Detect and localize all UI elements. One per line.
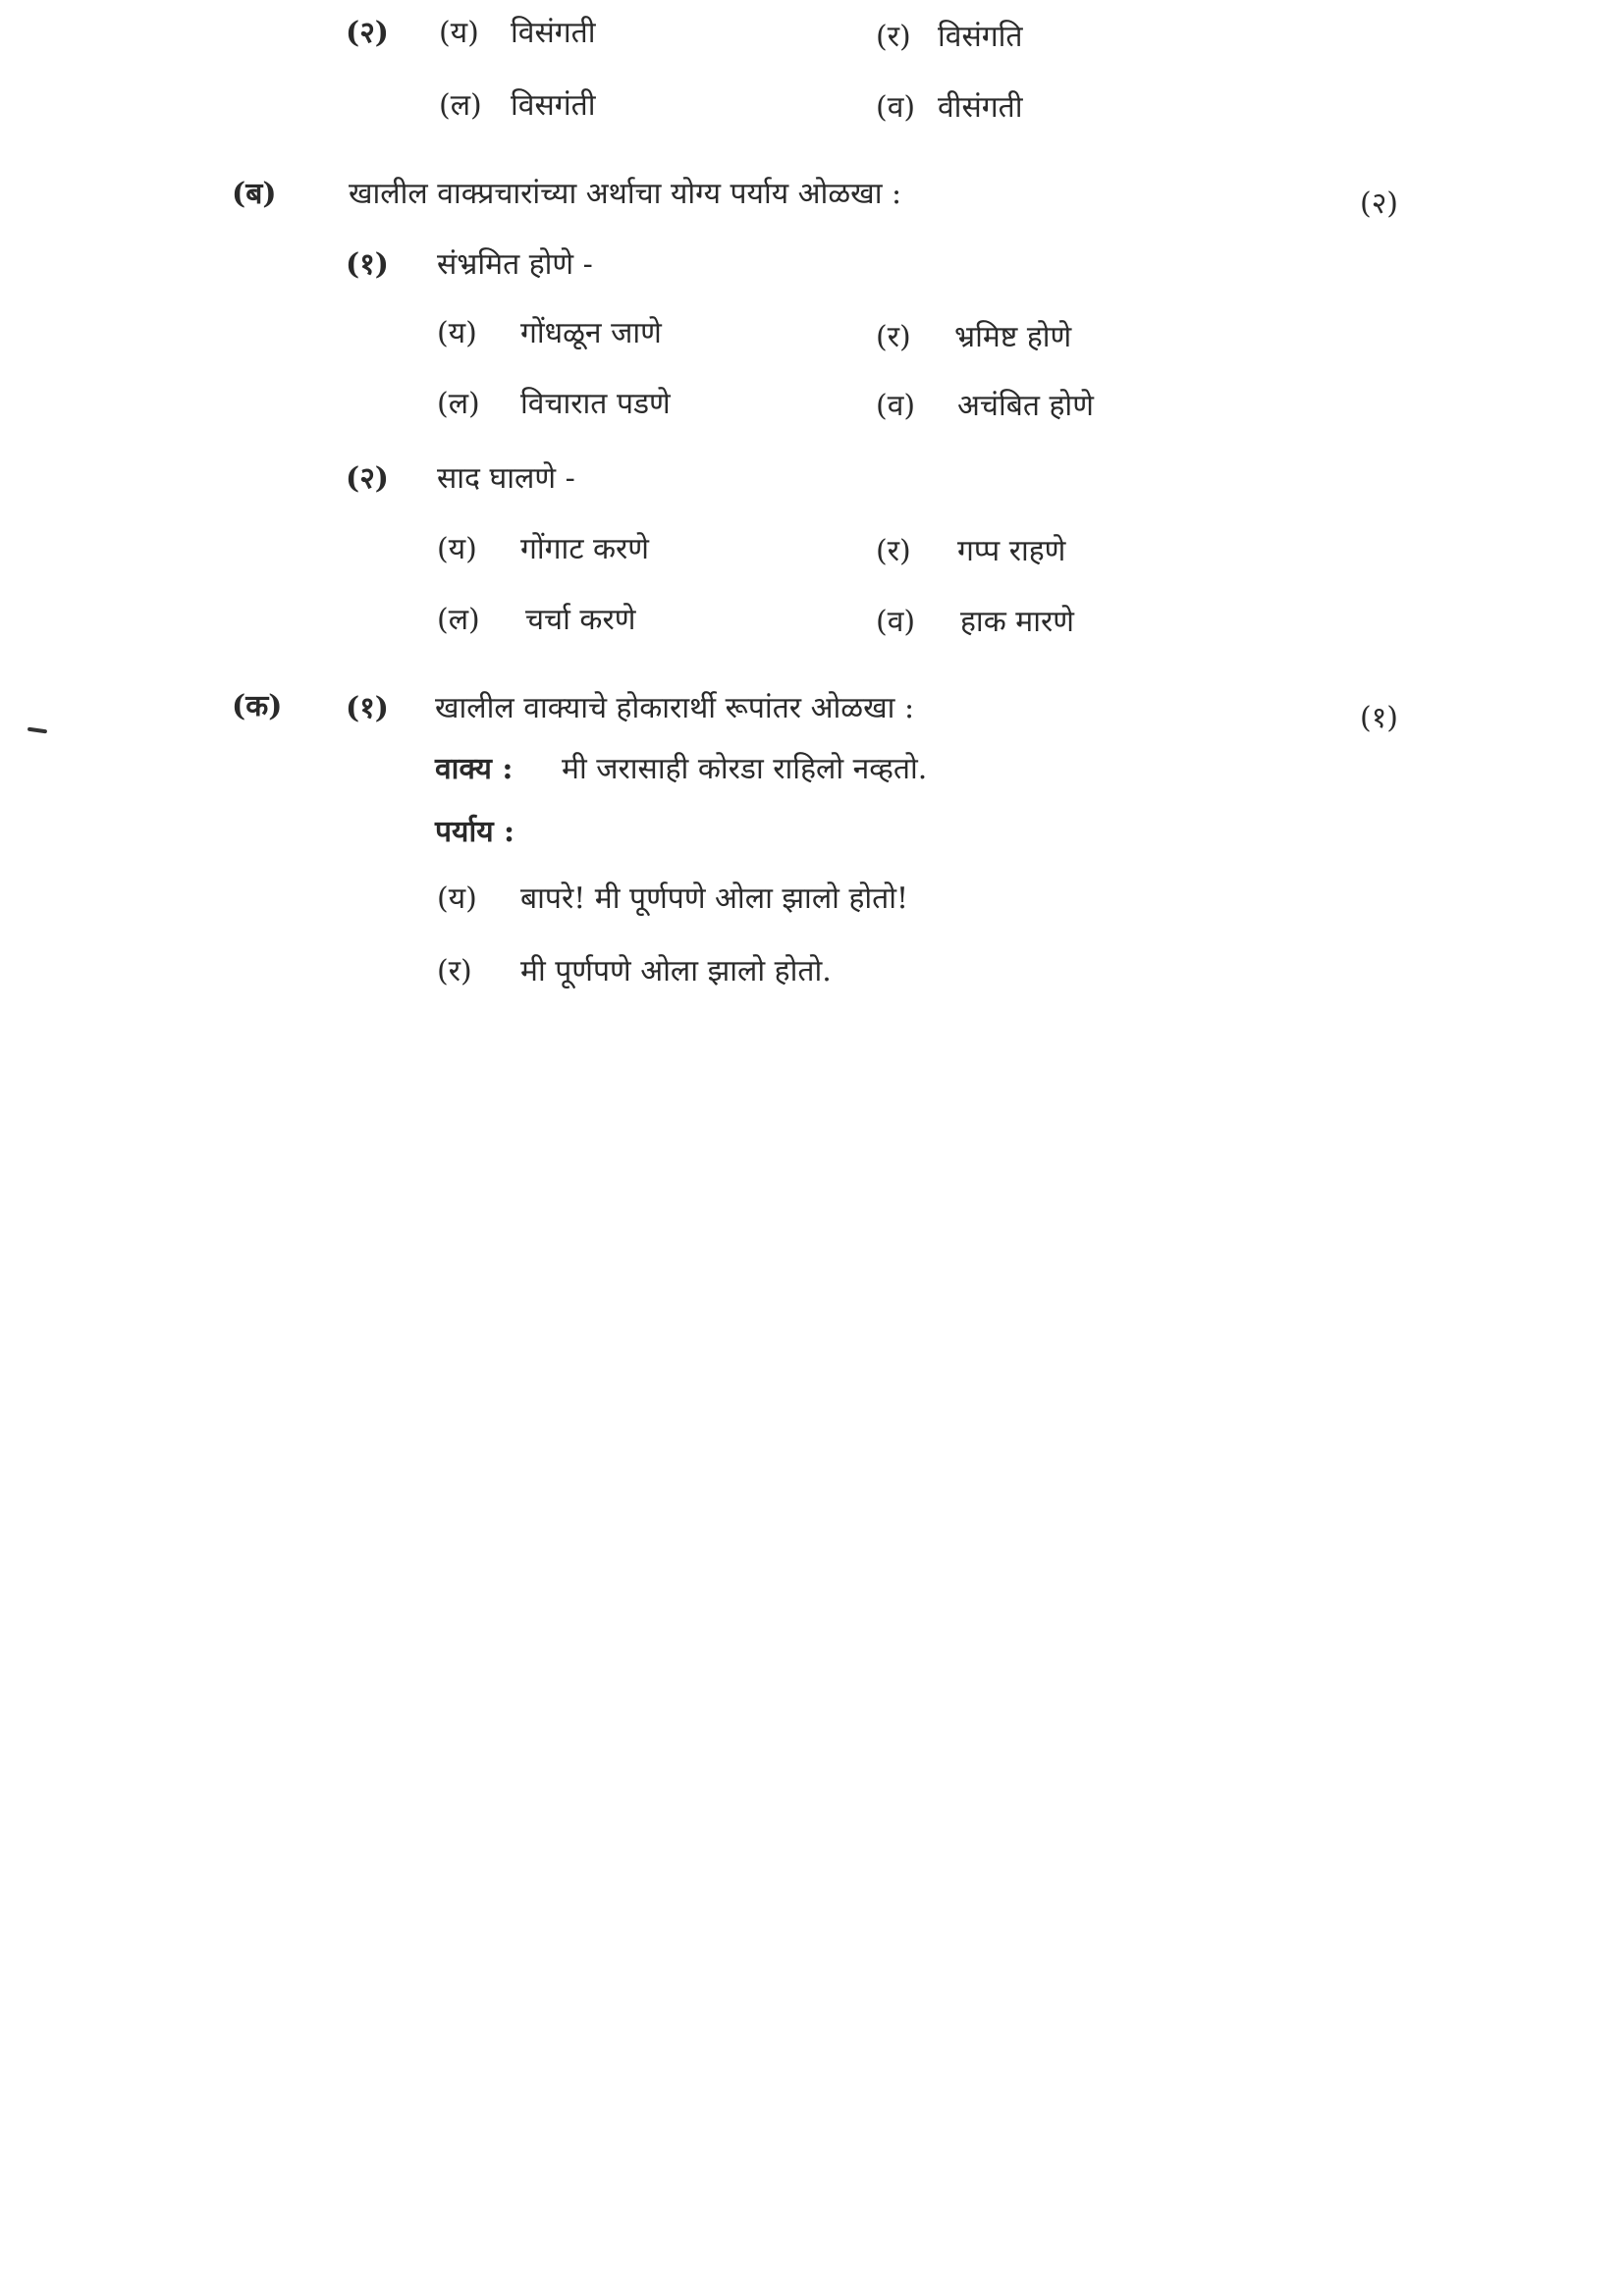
option-text: चर्चा करणे [525,603,636,637]
option-label: (र) [876,534,911,568]
option-label: (र) [876,20,911,54]
phrase: साद घालणे - [437,461,575,496]
margin-scan-mark [27,727,47,734]
option-text: विसगंती [511,88,596,123]
option-label: (व) [876,389,916,423]
option-label: (र) [876,320,911,354]
option-label: (व) [876,90,916,125]
option-label: (य) [437,316,477,350]
option-label: (व) [876,605,916,639]
option-text: गोंगाट करणे [520,532,649,566]
option-text: हाक मारणे [960,605,1074,639]
option-text: वीसंगती [938,90,1023,125]
option-text: अचंबित होणे [957,389,1094,423]
question-number: (२) [346,461,389,496]
option-text: गोंधळून जाणे [520,316,662,350]
question-number: (१) [346,691,389,725]
sentence-text: मी जरासाही कोरडा राहिलो नव्हतो. [562,752,928,786]
marks: (१) [1360,701,1399,735]
option-label: (य) [439,16,479,50]
options-label: पर्याय : [435,815,515,849]
option-text: मी पूर्णपणे ओला झालो होतो. [520,954,832,988]
option-label: (ल) [437,603,480,637]
option-text: गप्प राहणे [957,534,1066,568]
section-label: (ब) [232,177,277,211]
section-label: (क) [232,689,283,723]
marks: (२) [1360,187,1399,221]
option-label: (ल) [439,88,482,123]
option-text: बापरे! मी पूर्णपणे ओला झालो होतो! [520,881,909,916]
sentence-label: वाक्य : [435,752,514,786]
option-label: (ल) [437,387,480,421]
option-text: विसंगति [938,20,1023,54]
phrase: संभ्रमित होणे - [437,247,593,282]
option-label: (य) [437,881,477,916]
question-instruction: खालील वाक्प्रचारांच्या अर्थाचा योग्य पर्याय ओळखा : [349,177,902,211]
question-number: (२) [346,16,389,50]
option-text: भ्रमिष्ट होणे [954,320,1072,354]
question-number: (१) [346,247,389,282]
option-label: (र) [437,954,472,988]
option-text: विचारात पडणे [520,387,671,421]
option-label: (य) [437,532,477,566]
option-text: विसंगती [511,16,596,50]
question-instruction: खालील वाक्याचे होकारार्थी रूपांतर ओळखा : [435,691,915,725]
